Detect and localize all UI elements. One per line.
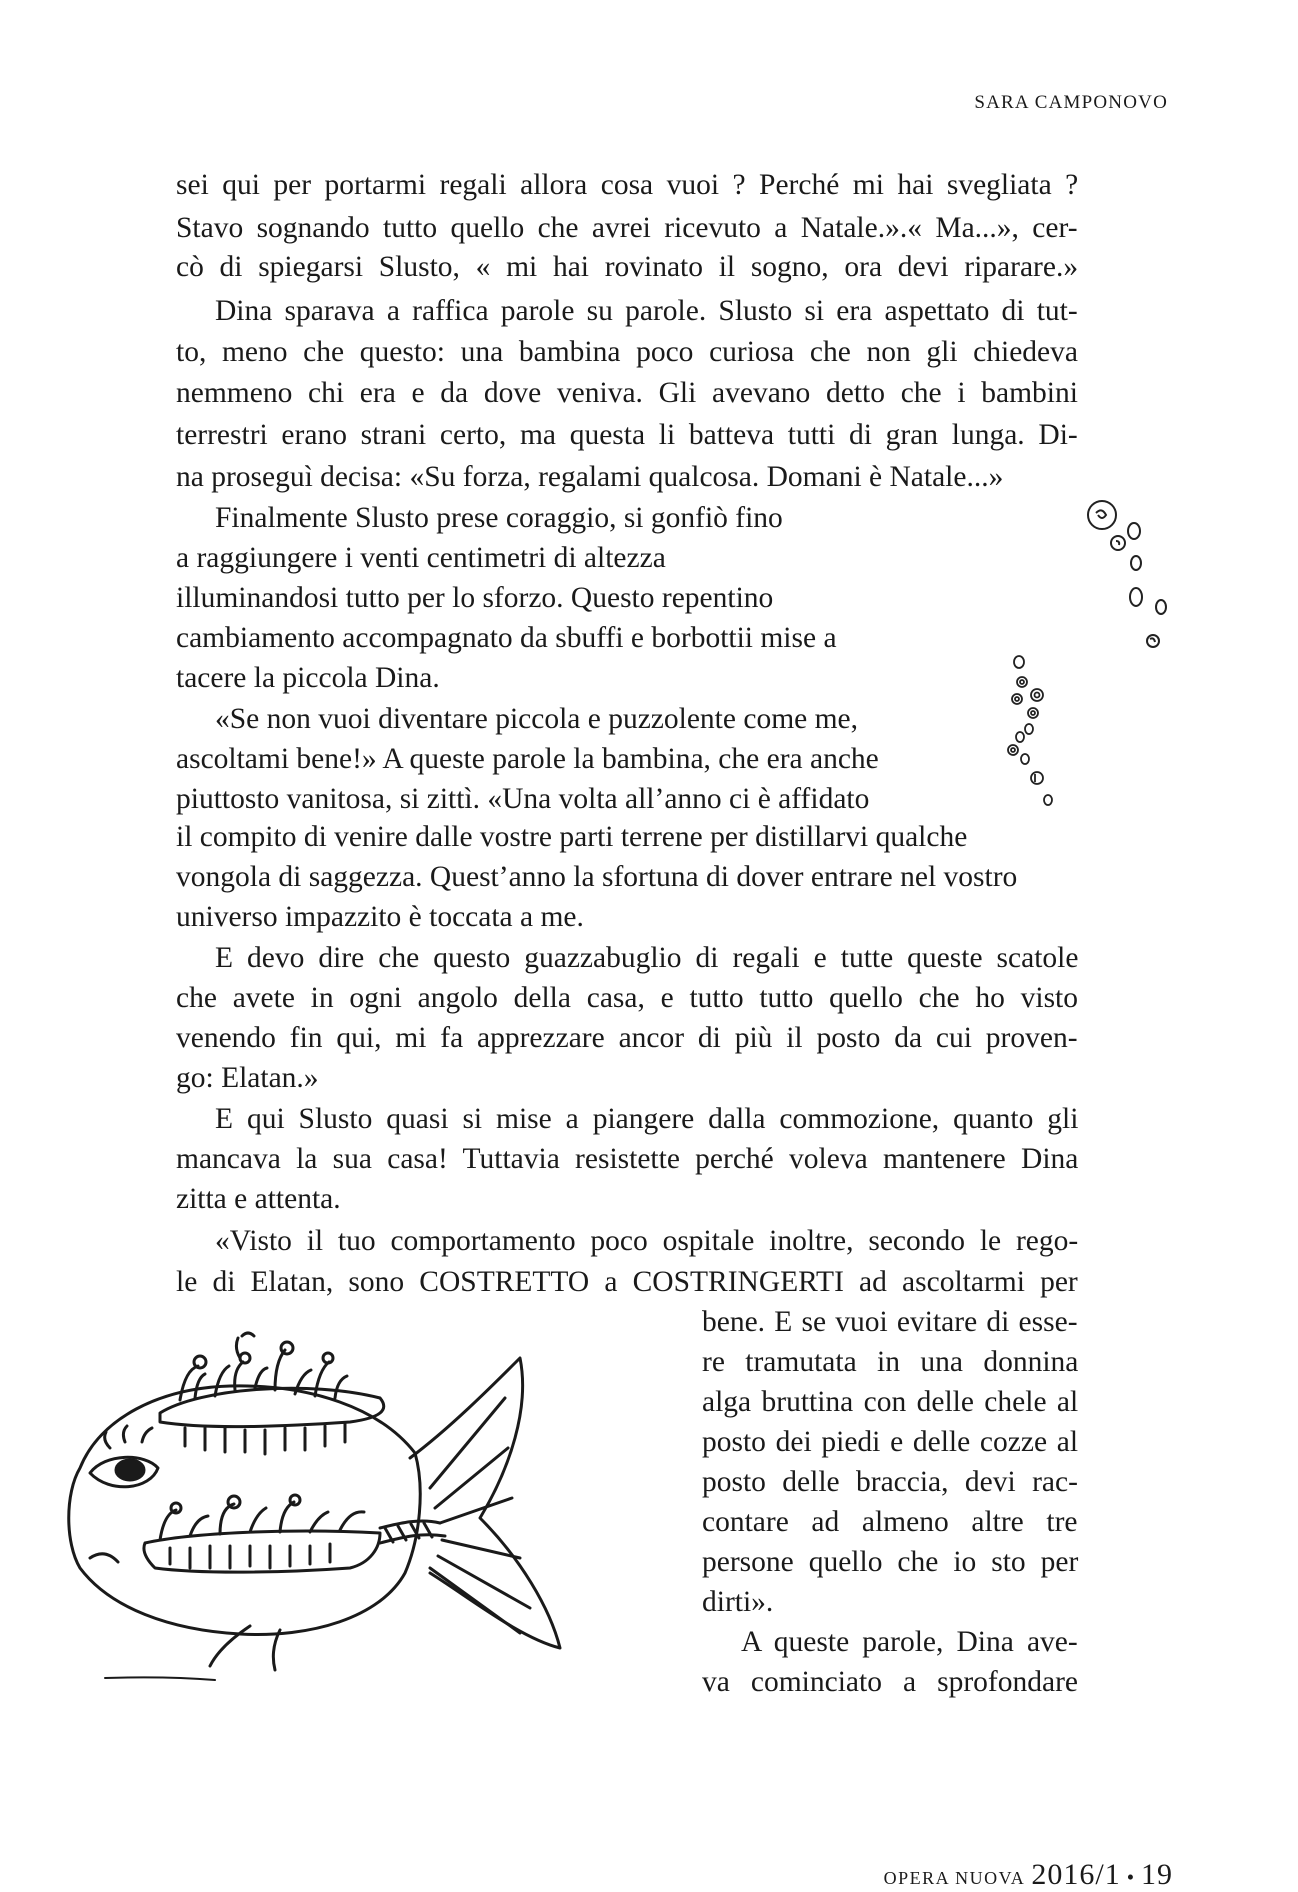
text-line: cò di spiegarsi Slusto, « mi hai rovinato il sogno, ora devi riparare.» [176,251,1079,283]
bubbles-illustration-small [1003,652,1083,822]
text-line: illuminandosi tutto per lo sforzo. Questo repentino [176,582,774,614]
footer-journal: OPERA NUOVA [883,1868,1026,1888]
text-line: contare ad almeno altre tre [702,1506,1078,1538]
text-line: re tramutata in una donnina [702,1346,1079,1378]
text-line: na proseguì decisa: «Su forza, regalami qualcosa. Domani è Natale...» [176,461,1004,493]
text-line: universo impazzito è toccata a me. [176,901,584,933]
text-line: posto delle braccia, devi rac- [702,1466,1078,1498]
text-line: to, meno che questo: una bambina poco curiosa che non gli chiedeva [176,336,1078,368]
text-line: dirti». [702,1586,774,1618]
text-line: zitta e attenta. [176,1183,341,1215]
text-line: Dina sparava a raffica parole su parole. Slusto si era aspettato di tut- [215,295,1078,327]
text-line: «Se non vuoi diventare piccola e puzzolente come me, [215,703,859,735]
text-line: sei qui per portarmi regali allora cosa vuoi ? Perché mi hai svegliata ? [176,169,1079,201]
text-line: terrestri erano strani certo, ma questa li batteva tutti di gran lunga. Di- [176,419,1078,451]
text-line: alga bruttina con delle chele al [702,1386,1079,1418]
text-line: le di Elatan, sono COSTRETTO a COSTRINGERTI ad ascoltarmi per [176,1266,1078,1298]
text-line: piuttosto vanitosa, si zittì. «Una volta all’anno ci è affidato [176,783,870,815]
text-line: va cominciato a sprofondare [702,1666,1079,1698]
text-line: cambiamento accompagnato da sbuffi e borbottii mise a [176,622,837,654]
text-line: venendo fin qui, mi fa apprezzare ancor di più il posto da cui proven- [176,1022,1078,1054]
text-line: mancava la sua casa! Tuttavia resistette perché voleva mantenere Dina [176,1143,1079,1175]
fish-illustration [50,1318,605,1688]
text-line: tacere la piccola Dina. [176,662,440,694]
text-line: Stavo sognando tutto quello che avrei ricevuto a Natale.».« Ma...», cer- [176,212,1078,244]
bubbles-illustration-large [1080,495,1200,655]
text-line: go: Elatan.» [176,1062,319,1094]
page-footer [884,1858,1173,1892]
text-line: ascoltami bene!» A queste parole la bambina, che era anche [176,743,879,775]
footer-page-number: 19 [1141,1858,1173,1891]
text-line: che avete in ogni angolo della casa, e tutto tutto quello che ho visto [176,982,1078,1014]
footer-separator: • [1126,1865,1135,1889]
running-header-author: SARA CAMPONOVO [974,92,1168,113]
footer-issue: 2016/1 [1031,1858,1121,1891]
text-line: vongola di saggezza. Quest’anno la sfortuna di dover entrare nel vostro [176,861,1018,893]
text-line: «Visto il tuo comportamento poco ospitale inoltre, secondo le rego- [215,1225,1079,1257]
text-line: bene. E se vuoi evitare di esse- [702,1306,1078,1338]
text-line: posto dei piedi e delle cozze al [702,1426,1079,1458]
text-line: a raggiungere i venti centimetri di altezza [176,542,666,574]
text-line: E devo dire che questo guazzabuglio di regali e tutte queste scatole [215,942,1079,974]
text-line: persone quello che io sto per [702,1546,1079,1578]
text-line: nemmeno chi era e da dove veniva. Gli avevano detto che i bambini [176,377,1078,409]
text-line: A queste parole, Dina ave- [741,1626,1078,1658]
text-line: E qui Slusto quasi si mise a piangere dalla commozione, quanto gli [215,1103,1079,1135]
text-line: il compito di venire dalle vostre parti terrene per distillarvi qualche [176,821,968,853]
text-line: Finalmente Slusto prese coraggio, si gonfiò fino [215,502,783,534]
